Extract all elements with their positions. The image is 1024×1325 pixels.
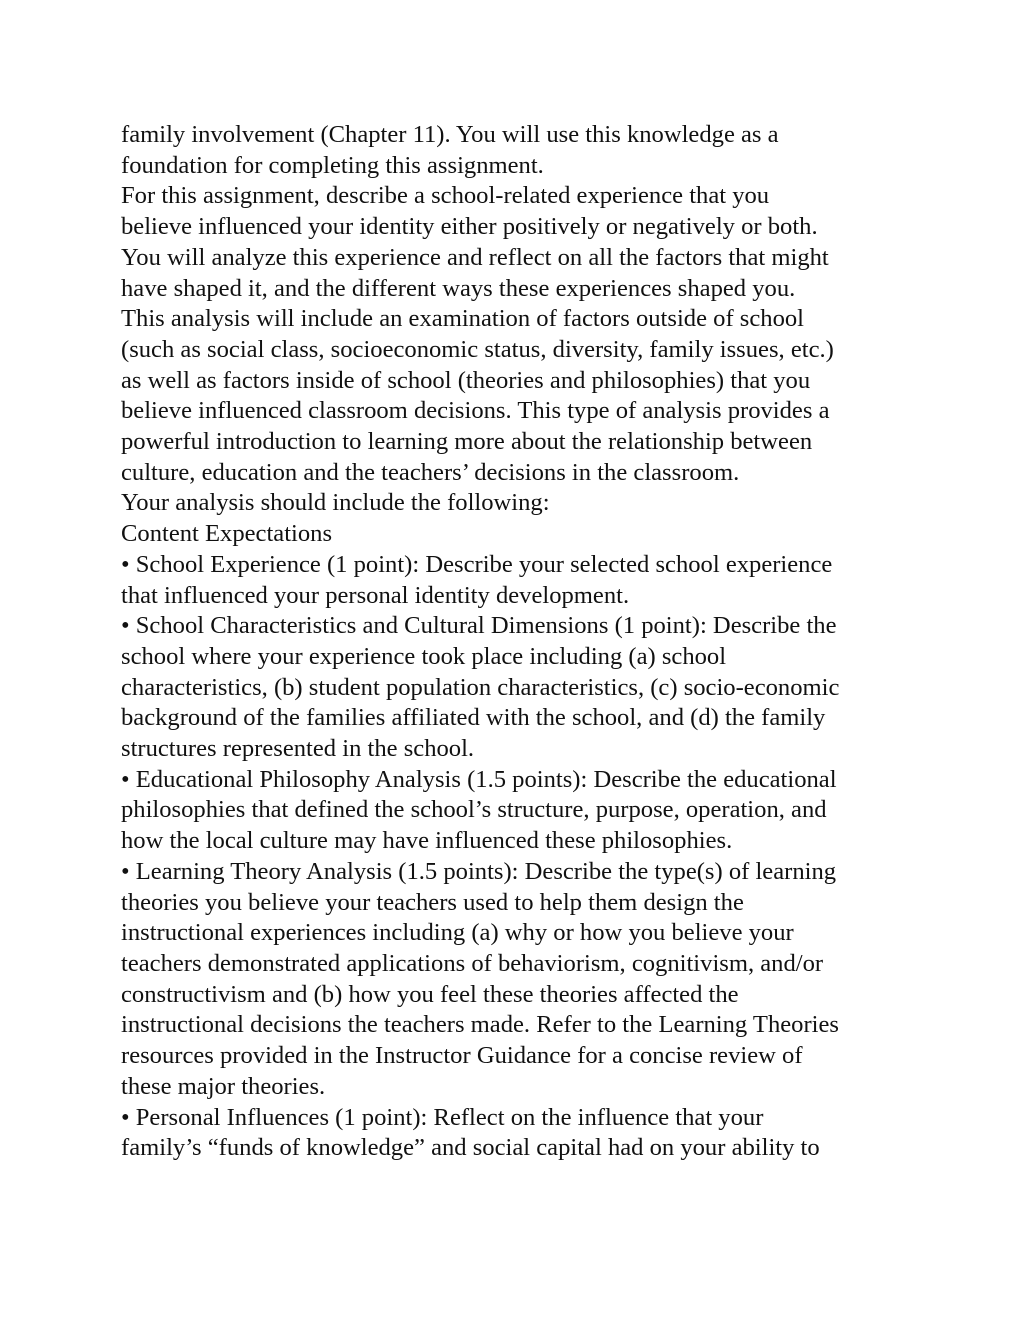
text-line: For this assignment, describe a school-related experience that you <box>121 182 770 210</box>
bullet-line: • School Experience (1 point): Describe your selected school experience <box>121 550 833 578</box>
bullet-line: • Educational Philosophy Analysis (1.5 points): Describe the educational <box>121 765 837 793</box>
bullet-line: • Personal Influences (1 point): Reflect on the influence that your <box>121 1103 764 1131</box>
text-line: foundation for completing this assignment. <box>121 151 544 179</box>
text-line: philosophies that defined the school’s structure, purpose, operation, and <box>121 796 827 824</box>
bullet-line: • Learning Theory Analysis (1.5 points): Describe the type(s) of learning <box>121 857 837 885</box>
section-heading: Content Expectations <box>121 520 333 548</box>
text-line: (such as social class, socioeconomic status, diversity, family issues, etc.) <box>121 335 834 363</box>
body-text <box>121 120 921 1164</box>
text-line: have shaped it, and the different ways these experiences shaped you. <box>121 274 796 302</box>
text-line: This analysis will include an examination of factors outside of school <box>121 305 805 333</box>
text-line: You will analyze this experience and reflect on all the factors that might <box>121 243 829 271</box>
text-line: these major theories. <box>121 1072 326 1100</box>
text-line: how the local culture may have influenced these philosophies. <box>121 827 733 855</box>
text-line: believe influenced classroom decisions. This type of analysis provides a <box>121 397 830 425</box>
text-line: instructional decisions the teachers made. Refer to the Learning Theories <box>121 1011 839 1039</box>
text-line: teachers demonstrated applications of behaviorism, cognitivism, and/or <box>121 949 824 977</box>
text-line: Your analysis should include the following: <box>121 489 550 517</box>
text-line: believe influenced your identity either positively or negatively or both. <box>121 213 818 241</box>
text-line: instructional experiences including (a) why or how you believe your <box>121 919 794 947</box>
text-line: characteristics, (b) student population characteristics, (c) socio-economic <box>121 673 840 701</box>
text-line: constructivism and (b) how you feel these theories affected the <box>121 980 739 1008</box>
text-line: resources provided in the Instructor Guidance for a concise review of <box>121 1042 803 1070</box>
text-line: culture, education and the teachers’ decisions in the classroom. <box>121 458 740 486</box>
text-line: theories you believe your teachers used to help them design the <box>121 888 744 916</box>
bullet-line: • School Characteristics and Cultural Dimensions (1 point): Describe the <box>121 612 837 640</box>
text-line: as well as factors inside of school (theories and philosophies) that you <box>121 366 811 394</box>
text-line: that influenced your personal identity development. <box>121 581 630 609</box>
text-line: family’s “funds of knowledge” and social capital had on your ability to <box>121 1134 820 1162</box>
text-line: family involvement (Chapter 11). You will use this knowledge as a <box>121 121 779 148</box>
text-line: background of the families affiliated with the school, and (d) the family <box>121 704 826 732</box>
text-line: structures represented in the school. <box>121 735 475 763</box>
text-line: powerful introduction to learning more about the relationship between <box>121 428 813 456</box>
text-line: school where your experience took place including (a) school <box>121 642 727 670</box>
